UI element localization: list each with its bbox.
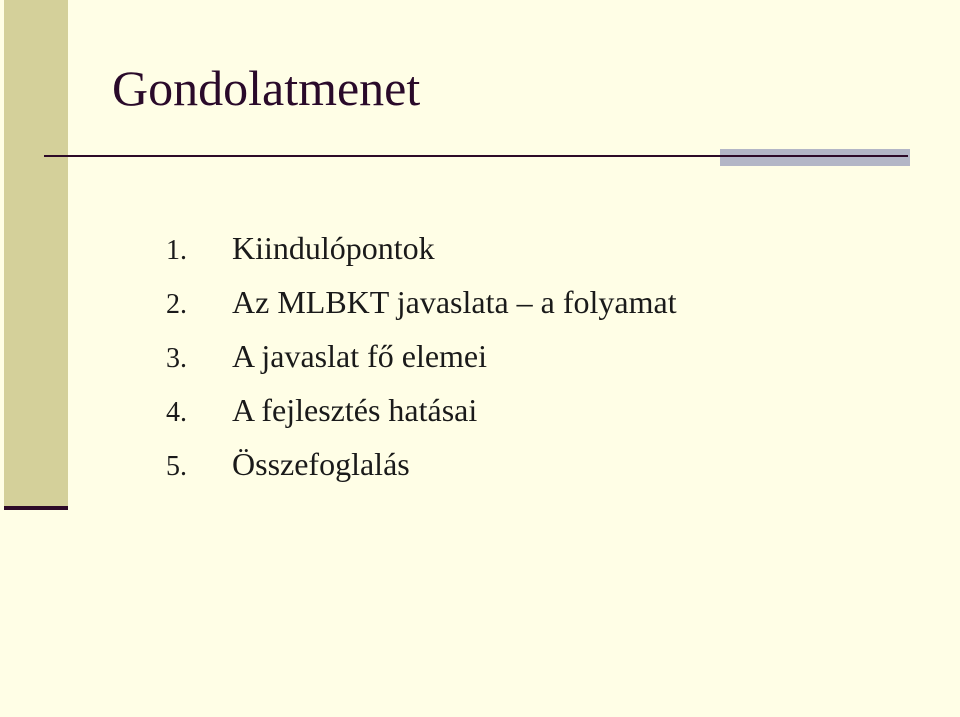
- agenda-item-number: 2.: [166, 289, 187, 320]
- slide-title: Gondolatmenet: [112, 60, 421, 116]
- agenda-item-text: Összefoglalás: [232, 446, 410, 482]
- agenda-item-text: A fejlesztés hatásai: [232, 392, 478, 428]
- left-accent-underline: [4, 506, 68, 510]
- title-rule: [44, 155, 908, 157]
- left-accent-bar: [4, 0, 68, 508]
- agenda-item-number: 3.: [166, 343, 187, 374]
- agenda-item-text: A javaslat fő elemei: [232, 338, 488, 374]
- agenda-item-text: Az MLBKT javaslata – a folyamat: [232, 284, 677, 320]
- agenda-list: [166, 221, 677, 491]
- agenda-item: [166, 221, 677, 275]
- agenda-item: [166, 383, 677, 437]
- agenda-item-number: 5.: [166, 451, 187, 482]
- agenda-item: [166, 329, 677, 383]
- agenda-item-number: 1.: [166, 235, 187, 266]
- agenda-item: [166, 437, 677, 491]
- agenda-item: [166, 275, 677, 329]
- agenda-item-number: 4.: [166, 397, 187, 428]
- title-rule-accent: [720, 149, 910, 166]
- agenda-item-text: Kiindulópontok: [232, 230, 435, 266]
